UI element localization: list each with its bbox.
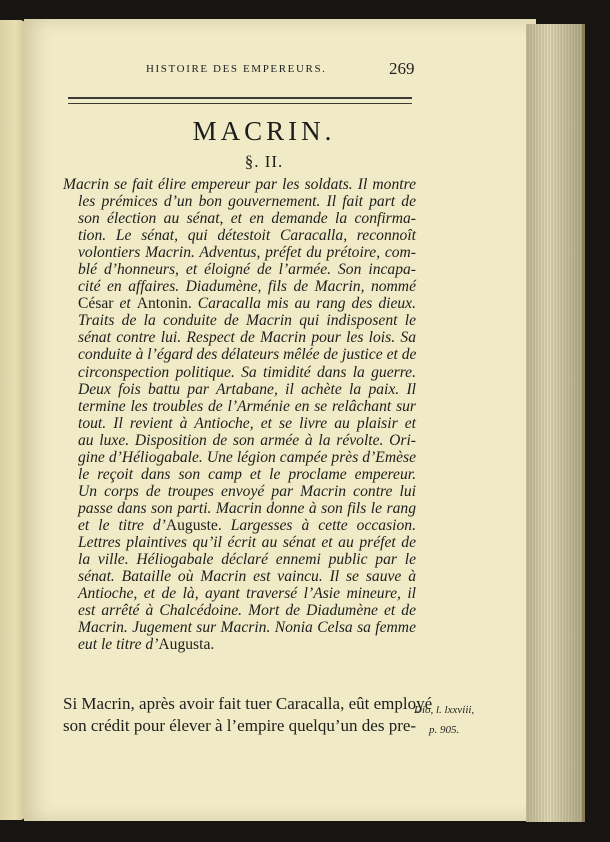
summary-line: passe dans son parti. Macrin donne à son fils le rang <box>78 499 416 517</box>
summary-line: conduite à l’égard des délateurs mêlée de justice et de <box>78 346 417 364</box>
summary-line: son élection au sénat, et en demande la confirma- <box>78 210 416 228</box>
summary-line: Deux fois battu par Artabane, il achète la paix. Il <box>78 380 416 398</box>
page-number: 269 <box>389 59 415 78</box>
body-line: son crédit pour élever à l’empire quelqu’un des pre- <box>63 716 417 735</box>
summary-line: Un corps de troupes envoyé par Macrin contre lui <box>78 482 416 500</box>
summary-line: termine les troubles de l’Arménie en se relâchant sur <box>78 397 416 415</box>
summary-line: blé d’honneurs, et éloigné de l’armée. Son incapa- <box>78 261 416 279</box>
left-page-edge <box>0 20 26 820</box>
summary-line: sénat contre lui. Respect de Macrin pour les lois. Sa <box>78 329 416 347</box>
summary-line: tion. Le sénat, qui détestoit Caracalla, reconnoît <box>78 227 416 245</box>
summary-line: le reçoit dans son camp et le proclame empereur. <box>78 465 416 483</box>
summary-line: circonspection politique. Sa timidité dans la guerre. <box>78 363 416 381</box>
summary-line: et le titre d’Auguste. Largesses à cette occasion. <box>78 516 416 534</box>
summary-line: Macrin se fait élire empereur par les soldats. Il montre <box>63 176 416 193</box>
summary-line: tout. Il revient à Antioche, et se livre au plaisir et <box>78 414 416 432</box>
summary-line: au luxe. Disposition de son armée à la révolte. Ori- <box>78 431 416 449</box>
body-text <box>63 693 433 737</box>
summary-line: cité en affaires. Diadumène, fils de Macrin, nommé <box>78 278 416 296</box>
margin-citation <box>414 700 484 740</box>
summary-line: Traits de la conduite de Macrin qui indisposent le <box>78 312 416 330</box>
summary-line: gine d’Héliogabale. Une légion campée près d’Emèse <box>78 448 416 466</box>
summary-line: César et Antonin. Caracalla mis au rang des dieux. <box>78 295 416 313</box>
page-edges-shade <box>526 24 582 822</box>
chapter-title: MACRIN. <box>192 116 336 146</box>
summary-line: Macrin. Jugement sur Macrin. Nonia Celsa sa femme <box>78 619 416 637</box>
section-number: §. II. <box>244 152 284 171</box>
summary-line: la ville. Héliogabale déclaré ennemi public par le <box>78 551 416 569</box>
summary-line: Antioche, et de là, ayant traversé l’Asie mineure, il <box>78 585 416 603</box>
margin-note-line: p. 905. <box>429 724 460 736</box>
summary-line: est arrêté à Chalcédoine. Mort de Diadumène et de <box>78 602 416 620</box>
chapter-summary <box>63 176 416 653</box>
summary-line: sénat. Bataille où Macrin est vaincu. Il se sauve à <box>78 568 416 586</box>
header-rule <box>68 97 412 104</box>
summary-line: volontiers Macrin. Adventus, préfet du prétoire, com- <box>78 244 416 262</box>
margin-note-line: Dio, l. lxxviii, <box>414 704 475 716</box>
summary-line: eut le titre d’Augusta. <box>78 636 215 654</box>
body-line: Si Macrin, après avoir fait tuer Caracalla, eût employé <box>63 694 433 713</box>
summary-line: Lettres plaintives qu’il écrit au sénat et au préfet de <box>78 533 416 551</box>
running-title: HISTOIRE DES EMPEREURS. <box>146 63 327 75</box>
summary-line: les prémices d’un bon gouvernement. Il fait part de <box>78 193 416 211</box>
